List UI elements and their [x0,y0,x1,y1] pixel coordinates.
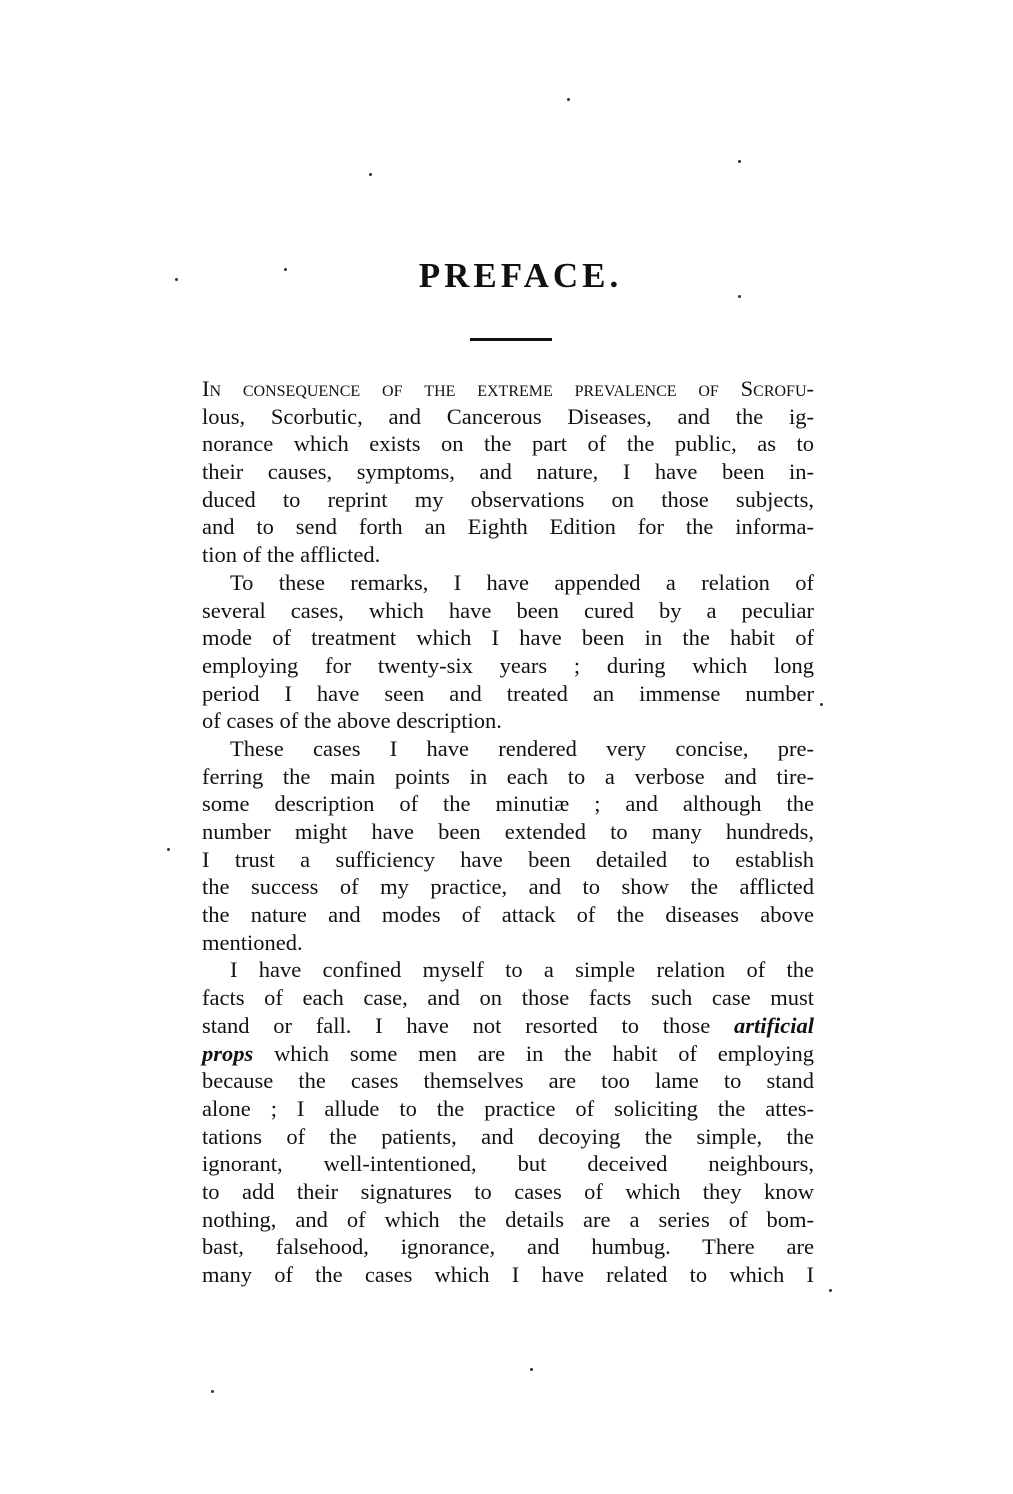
text-line: I have confined myself to a simple relation of the [230,957,814,983]
paragraph-1 [202,375,814,569]
text-line [202,375,814,403]
text-line [202,1040,814,1068]
preface-body [202,375,814,1289]
scan-speck [820,703,823,706]
text-line: alone ; I allude to the practice of soliciting the attes- [202,1095,814,1121]
scan-speck [567,98,570,101]
text-line: to add their signatures to cases of which they know [202,1178,814,1204]
paragraph-2 [202,569,814,735]
scan-speck [211,1390,214,1393]
text-line: some description of the minutiæ ; and although the [202,791,814,817]
emphasis-text: props [202,1040,254,1066]
text-line: nothing, and of which the details are a series of bom- [202,1206,814,1232]
scan-speck [738,160,741,163]
text-line: These cases I have rendered very concise, pre- [230,735,814,761]
text-line-content: In consequence of the extreme prevalence of Scrofu- [202,376,814,401]
text-line: the nature and modes of attack of the diseases above [202,902,814,928]
text-line: ferring the main points in each to a verbose and tire- [202,763,814,789]
text-line: mode of treatment which I have been in the habit of [202,625,814,651]
text-line: norance which exists on the part of the public, as to [202,431,814,457]
text-line: several cases, which have been cured by a peculiar [202,597,814,623]
text-line: I trust a sufficiency have been detailed to establish [202,846,814,872]
text-line: number might have been extended to many hundreds, [202,819,814,844]
text-line: period I have seen and treated an immense number [202,680,814,706]
text-line: mentioned. [202,929,303,955]
scan-speck [284,268,287,271]
text-line: facts of each case, and on those facts such case must [202,985,814,1011]
text-line: To these remarks, I have appended a relation of [230,569,814,595]
text-line-content: stand or fall. I have not resorted to those [202,1012,711,1038]
text-line: employing for twenty-six years ; during which long [202,652,814,678]
text-line-content: which some men are in the habit of employing [274,1040,814,1066]
text-line: lous, Scorbutic, and Cancerous Diseases, and the ig- [202,403,814,429]
text-line: because the cases themselves are too lame to stand [202,1068,814,1094]
text-line: duced to reprint my observations on those subjects, [202,486,814,512]
text-line: tations of the patients, and decoying the simple, the [202,1123,814,1149]
scan-speck [738,295,741,298]
scan-speck [175,278,178,281]
text-line: the success of my practice, and to show the afflicted [202,874,814,900]
text-line: of cases of the above description. [202,708,502,734]
paragraph-3 [202,735,814,957]
text-line: and to send forth an Eighth Edition for the informa- [202,514,814,540]
emphasis-text: artificial [734,1012,814,1038]
text-line: many of the cases which I have related to which I [202,1262,814,1287]
text-line [202,1012,814,1040]
page-title: PREFACE. [418,256,623,295]
text-line: bast, falsehood, ignorance, and humbug. There are [202,1234,814,1260]
title-rule [470,338,552,341]
scan-speck [369,173,372,176]
scan-speck [167,848,170,851]
scan-speck [530,1368,533,1371]
paragraph-4 [202,956,814,1288]
text-line: tion of the afflicted. [202,542,381,568]
text-line: their causes, symptoms, and nature, I have been in- [202,459,814,485]
text-line: ignorant, well-intentioned, but deceived neighbours, [202,1151,814,1177]
scan-speck [829,1289,832,1292]
